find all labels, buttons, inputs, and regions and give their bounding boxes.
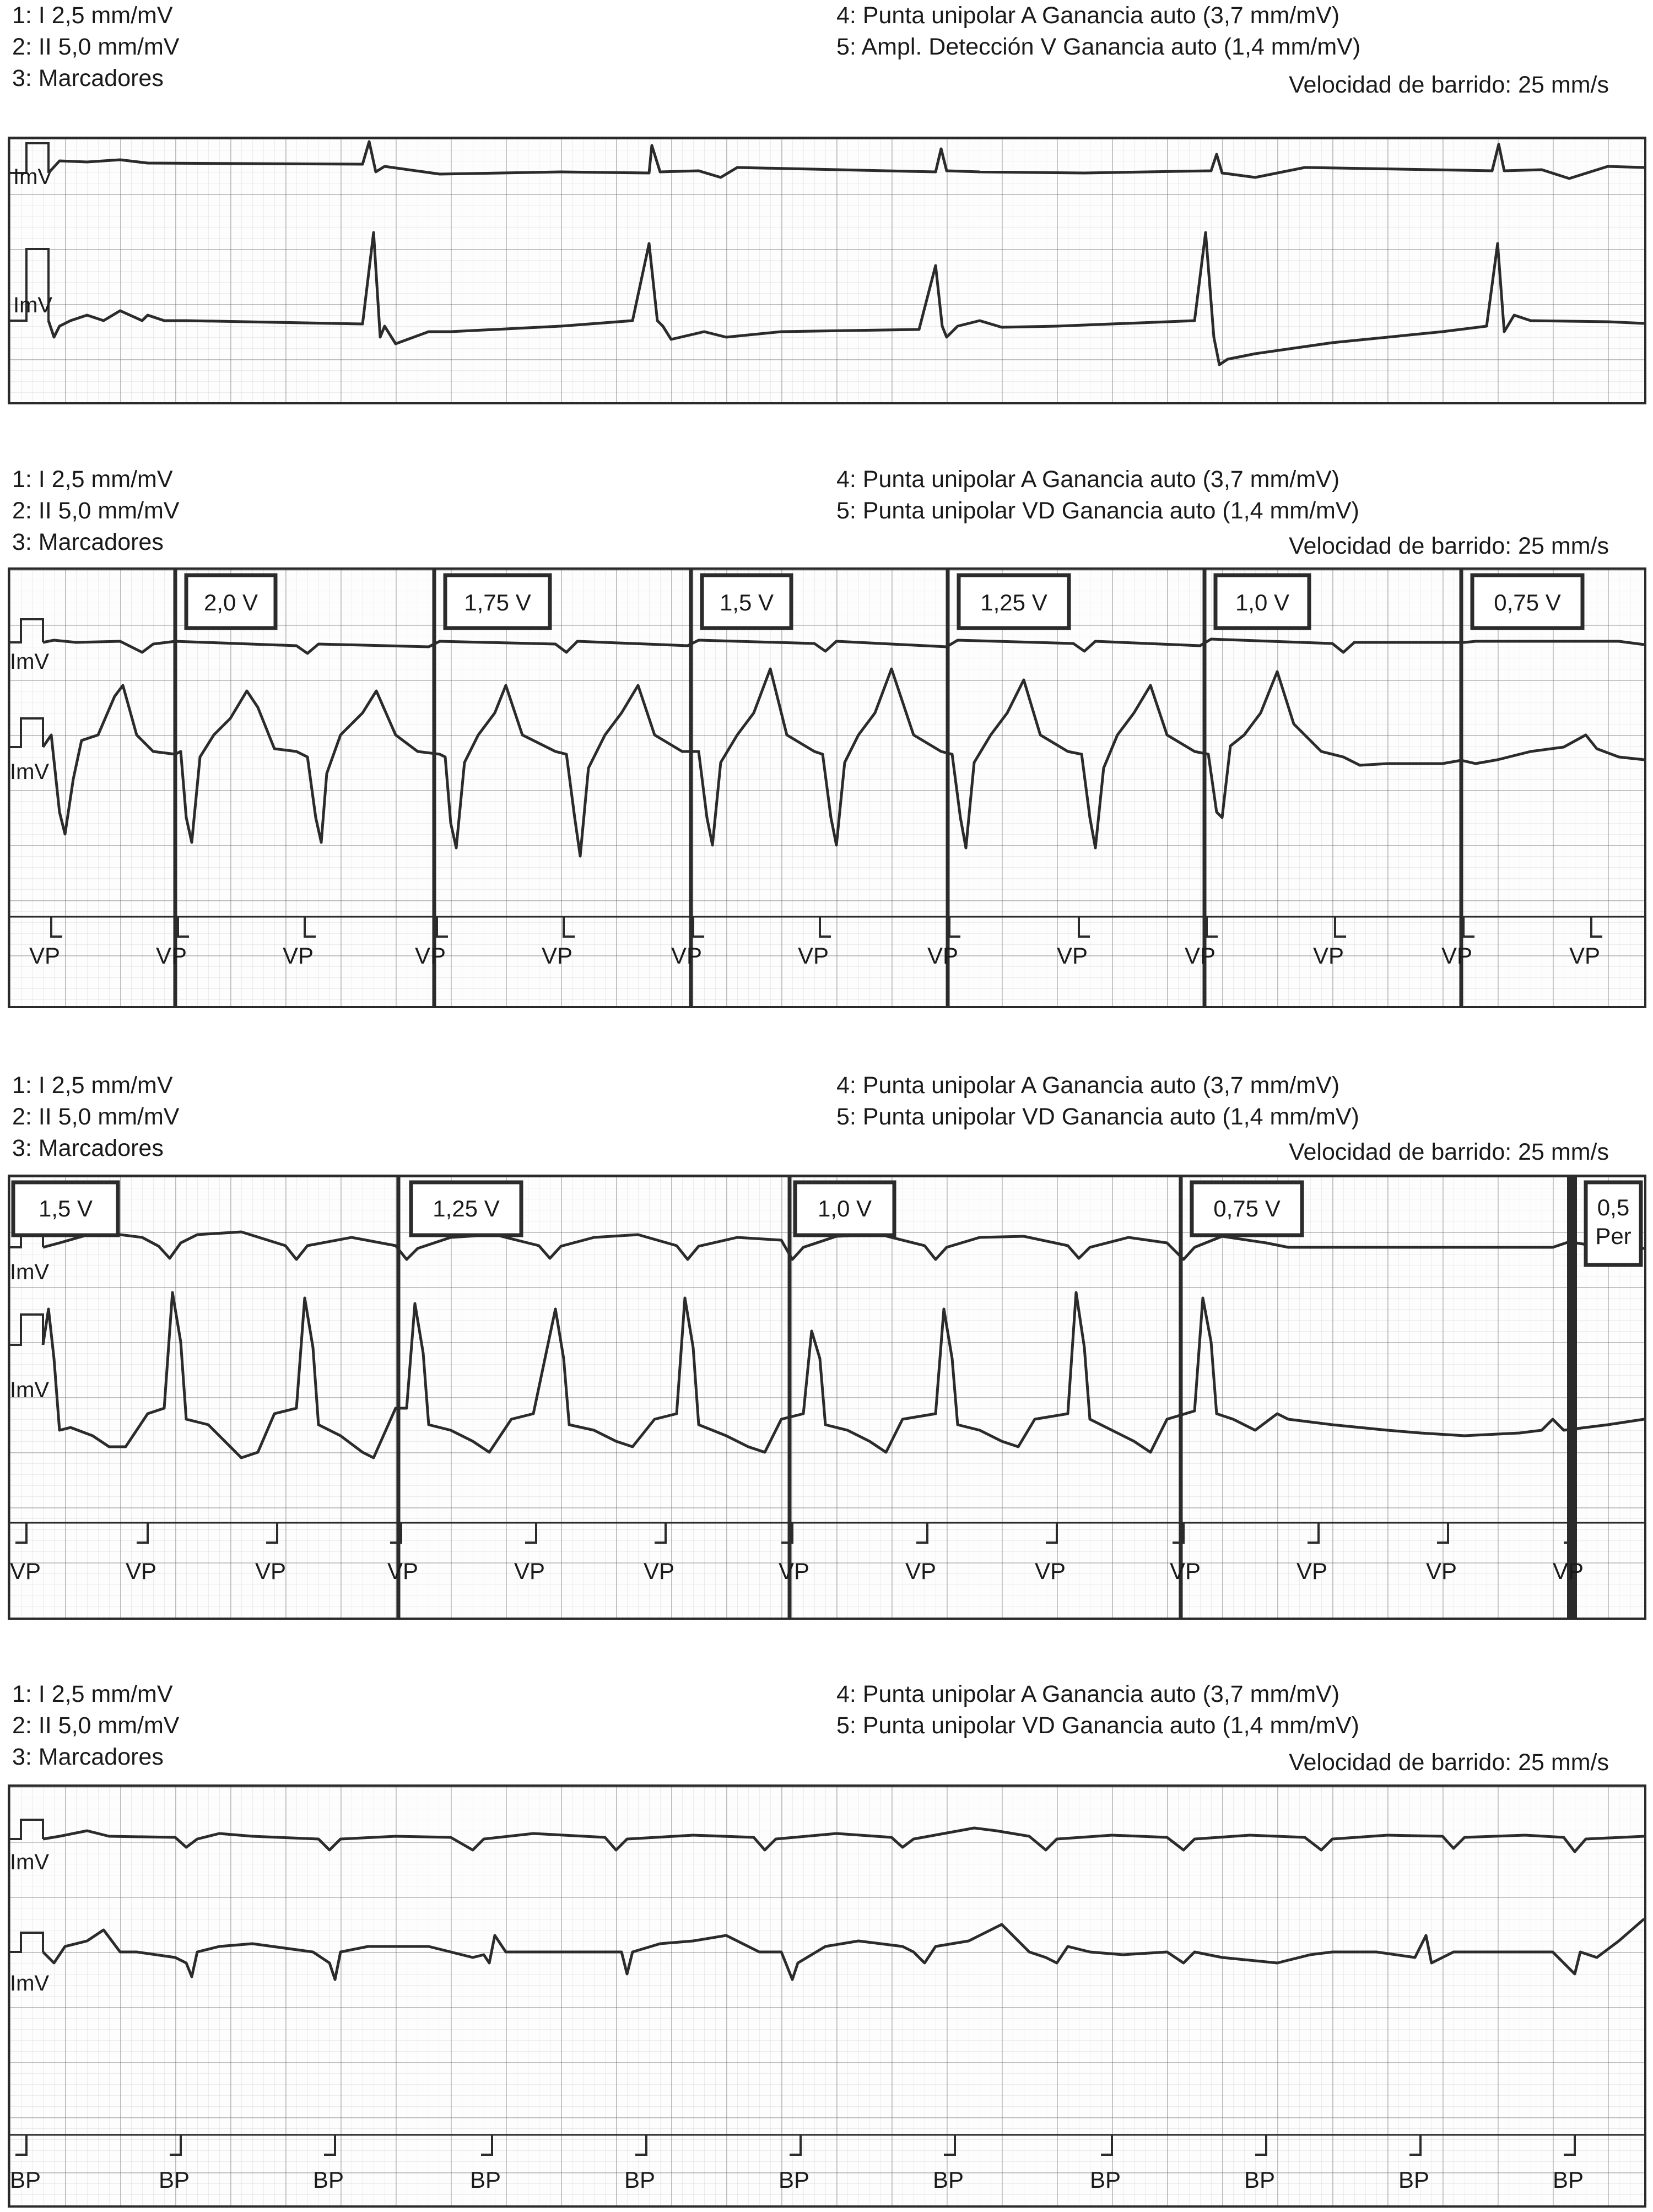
marker-label: VP: [156, 943, 187, 969]
marker-label: VP: [255, 1558, 287, 1584]
trace-ventricular: [48, 232, 1644, 365]
pacing-marker: [1335, 917, 1346, 937]
header-line: 3: Marcadores: [12, 1135, 164, 1161]
voltage-label: 1,5 V: [38, 1196, 93, 1221]
header-line: 1: I 2,5 mm/mV: [12, 466, 173, 493]
marker-label: VP: [779, 1558, 810, 1584]
voltage-label: 1,75 V: [464, 589, 531, 615]
header-line: 5: Punta unipolar VD Ganancia auto (1,4 mm/mV): [836, 1104, 1359, 1130]
pacing-marker: [1046, 1523, 1057, 1543]
ecg-strip-3: [8, 1175, 1646, 1620]
marker-label: VP: [10, 1558, 41, 1584]
marker-label: BP: [1244, 2167, 1276, 2193]
header-left: [12, 1679, 179, 1773]
panel-2: [0, 464, 1653, 1009]
voltage-label: 0,75 V: [1213, 1196, 1281, 1221]
header-right: [836, 464, 1359, 527]
panel-3: [0, 1070, 1653, 1626]
header-line: 5: Ampl. Detección V Ganancia auto (1,4 mm/mV): [836, 34, 1361, 60]
panel-1: [0, 0, 1653, 408]
header-line: 3: Marcadores: [12, 1744, 164, 1770]
channel-label: ImV: [13, 165, 53, 189]
marker-label: VP: [644, 1558, 675, 1584]
bp-marker: [481, 2135, 492, 2155]
header-right: [836, 0, 1360, 63]
channel-label: ImV: [10, 1850, 50, 1874]
marker-label: VP: [29, 943, 61, 969]
header-left: [12, 464, 179, 558]
header-line: 4: Punta unipolar A Ganancia auto (3,7 mm/mV): [836, 1072, 1340, 1099]
marker-label: BP: [313, 2167, 344, 2193]
header-left: [12, 1070, 179, 1164]
marker-label: VP: [1426, 1558, 1457, 1584]
marker-label: VP: [514, 1558, 545, 1584]
bp-marker: [1255, 2135, 1266, 2155]
marker-label: VP: [1553, 1558, 1584, 1584]
bp-marker: [1564, 2135, 1575, 2155]
ecg-strip-4-svg: [10, 1787, 1644, 2205]
marker-label: BP: [1553, 2167, 1584, 2193]
marker-label: VP: [1057, 943, 1088, 969]
marker-label: BP: [159, 2167, 190, 2193]
pacing-marker: [1463, 917, 1474, 937]
trace-ventricular: [43, 669, 1644, 856]
ecg-strip-4: [8, 1784, 1646, 2208]
marker-label: VP: [1441, 943, 1473, 969]
pacing-marker: [693, 917, 704, 937]
header-line: 1: I 2,5 mm/mV: [12, 1072, 173, 1099]
pacing-marker: [1591, 917, 1602, 937]
pacing-marker: [1207, 917, 1218, 937]
pacing-marker: [137, 1523, 148, 1543]
ecg-strip-1-svg: [10, 139, 1644, 402]
pacing-marker: [564, 917, 575, 937]
bp-marker: [944, 2135, 955, 2155]
header-line: 4: Punta unipolar A Ganancia auto (3,7 mm/mV): [836, 466, 1340, 493]
voltage-label: 1,25 V: [980, 589, 1047, 615]
marker-label: VP: [671, 943, 703, 969]
voltage-label: 1,25 V: [433, 1196, 500, 1221]
calibration-pulse: [10, 1933, 43, 1952]
ecg-strip-2-svg: [10, 570, 1644, 1006]
pacing-marker: [525, 1523, 536, 1543]
marker-label: BP: [779, 2167, 810, 2193]
calibration-pulse: [10, 619, 43, 642]
panel-4: [0, 1679, 1653, 2212]
marker-label: VP: [283, 943, 314, 969]
bp-marker: [170, 2135, 181, 2155]
trace-ventricular: [43, 1919, 1644, 1980]
marker-label: BP: [933, 2167, 964, 2193]
marker-label: VP: [387, 1558, 419, 1584]
sweep-speed: Velocidad de barrido: 25 mm/s: [1289, 533, 1609, 559]
header-right: [836, 1070, 1359, 1133]
pacing-marker: [655, 1523, 666, 1543]
header-line: 3: Marcadores: [12, 529, 164, 555]
voltage-label: 1,5 V: [719, 589, 774, 615]
voltage-label: 0,75 V: [1494, 589, 1561, 615]
header-line: 1: I 2,5 mm/mV: [12, 2, 173, 29]
header-line: 2: II 5,0 mm/mV: [12, 1712, 180, 1739]
marker-label: BP: [624, 2167, 656, 2193]
bp-marker: [1409, 2135, 1420, 2155]
sweep-speed: Velocidad de barrido: 25 mm/s: [1289, 1749, 1609, 1776]
marker-label: VP: [1297, 1558, 1328, 1584]
channel-label: ImV: [10, 760, 50, 784]
header-line: 2: II 5,0 mm/mV: [12, 1104, 180, 1130]
marker-label: BP: [1398, 2167, 1430, 2193]
marker-label: VP: [415, 943, 446, 969]
header-line: 2: II 5,0 mm/mV: [12, 497, 180, 524]
marker-label: VP: [542, 943, 573, 969]
bp-marker: [790, 2135, 801, 2155]
header-line: 4: Punta unipolar A Ganancia auto (3,7 mm/mV): [836, 1681, 1340, 1707]
capture-loss-value: 0,5: [1597, 1194, 1630, 1220]
calibration-pulse: [10, 1820, 43, 1839]
pacing-marker: [1437, 1523, 1448, 1543]
trace-ventricular: [43, 1292, 1644, 1458]
voltage-label: 2,0 V: [203, 589, 258, 615]
header-line: 3: Marcadores: [12, 65, 164, 91]
pacing-marker: [15, 1523, 26, 1543]
marker-label: BP: [470, 2167, 501, 2193]
channel-label: ImV: [10, 1260, 50, 1284]
pacing-marker: [916, 1523, 927, 1543]
bp-marker: [15, 2135, 26, 2155]
marker-label: VP: [1313, 943, 1344, 969]
pacing-marker: [949, 917, 960, 937]
trace-atrial: [43, 639, 1644, 653]
voltage-label: 1,0 V: [817, 1196, 872, 1221]
ecg-strip-3-svg: [10, 1177, 1644, 1618]
capture-loss-label: Per: [1595, 1223, 1632, 1249]
pacing-marker: [266, 1523, 277, 1543]
marker-label: VP: [1035, 1558, 1066, 1584]
trace-atrial: [43, 1828, 1644, 1852]
channel-label: ImV: [10, 650, 50, 674]
marker-label: VP: [798, 943, 829, 969]
ecg-strip-1: [8, 137, 1646, 404]
calibration-pulse: [10, 1315, 43, 1345]
sweep-speed: Velocidad de barrido: 25 mm/s: [1289, 72, 1609, 98]
marker-label: VP: [905, 1558, 937, 1584]
pacing-marker: [437, 917, 448, 937]
pacing-marker: [178, 917, 189, 937]
bp-marker: [1101, 2135, 1112, 2155]
channel-label: ImV: [10, 1378, 50, 1402]
voltage-label: 1,0 V: [1235, 589, 1290, 615]
marker-label: VP: [1170, 1558, 1201, 1584]
header-line: 5: Punta unipolar VD Ganancia auto (1,4 mm/mV): [836, 497, 1359, 524]
ecg-strip-2: [8, 567, 1646, 1008]
header-line: 1: I 2,5 mm/mV: [12, 1681, 173, 1707]
trace-atrial: [48, 142, 1644, 179]
pacing-marker: [1308, 1523, 1319, 1543]
pacing-marker: [1079, 917, 1090, 937]
header-left: [12, 0, 179, 94]
marker-label: VP: [1185, 943, 1216, 969]
marker-label: VP: [126, 1558, 157, 1584]
header-right: [836, 1679, 1359, 1742]
marker-label: BP: [1090, 2167, 1121, 2193]
header-line: 2: II 5,0 mm/mV: [12, 34, 180, 60]
pacing-marker: [305, 917, 316, 937]
header-line: 4: Punta unipolar A Ganancia auto (3,7 mm/mV): [836, 2, 1340, 29]
pacing-marker: [820, 917, 831, 937]
marker-label: VP: [1569, 943, 1601, 969]
pacing-marker: [51, 917, 62, 937]
marker-label: VP: [927, 943, 959, 969]
header-line: 5: Punta unipolar VD Ganancia auto (1,4 mm/mV): [836, 1712, 1359, 1739]
sweep-speed: Velocidad de barrido: 25 mm/s: [1289, 1139, 1609, 1165]
channel-label: ImV: [10, 1971, 50, 1995]
channel-label: ImV: [13, 293, 53, 317]
calibration-pulse: [10, 718, 43, 747]
bp-marker: [324, 2135, 335, 2155]
marker-label: BP: [10, 2167, 41, 2193]
bp-marker: [635, 2135, 646, 2155]
